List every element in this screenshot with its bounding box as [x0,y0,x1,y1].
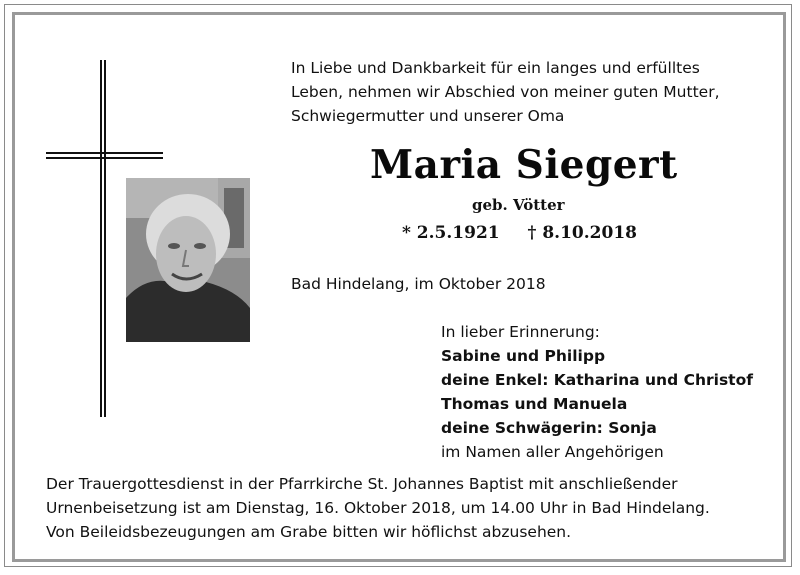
mourner-line: Sabine und Philipp [441,347,606,365]
mourners-list [441,320,753,464]
mourner-line: In lieber Erinnerung: [441,323,600,341]
footer-line: Der Trauergottesdienst in der Pfarrkirche St. Johannes Baptist mit anschließender [46,475,678,493]
service-info [46,472,710,544]
death-date: † 8.10.2018 [527,223,637,243]
birth-date: * 2.5.1921 [402,223,500,243]
cross-vertical-bar [100,60,106,417]
deceased-name: Maria Siegert [370,142,678,188]
footer-line: Urnenbeisetzung ist am Dienstag, 16. Oktober 2018, um 14.00 Uhr in Bad Hindelang. [46,499,710,517]
portrait-photo [126,178,250,342]
place-date: Bad Hindelang, im Oktober 2018 [291,275,546,293]
intro-line: Schwiegermutter und unserer Oma [291,107,565,125]
life-dates [402,223,637,243]
footer-line: Von Beileidsbezeugungen am Grabe bitten wir höflichst abzusehen. [46,523,572,541]
mourner-line: deine Enkel: Katharina und Christof [441,371,753,389]
mourner-line: im Namen aller Angehörigen [441,443,664,461]
cross-horizontal-bar [46,152,163,159]
mourner-line: Thomas und Manuela [441,395,628,413]
mourner-line: deine Schwägerin: Sonja [441,419,657,437]
maiden-name: geb. Vötter [472,196,565,214]
intro-line: In Liebe und Dankbarkeit für ein langes und erfülltes [291,59,700,77]
intro-line: Leben, nehmen wir Abschied von meiner guten Mutter, [291,83,720,101]
intro-text [291,56,720,128]
